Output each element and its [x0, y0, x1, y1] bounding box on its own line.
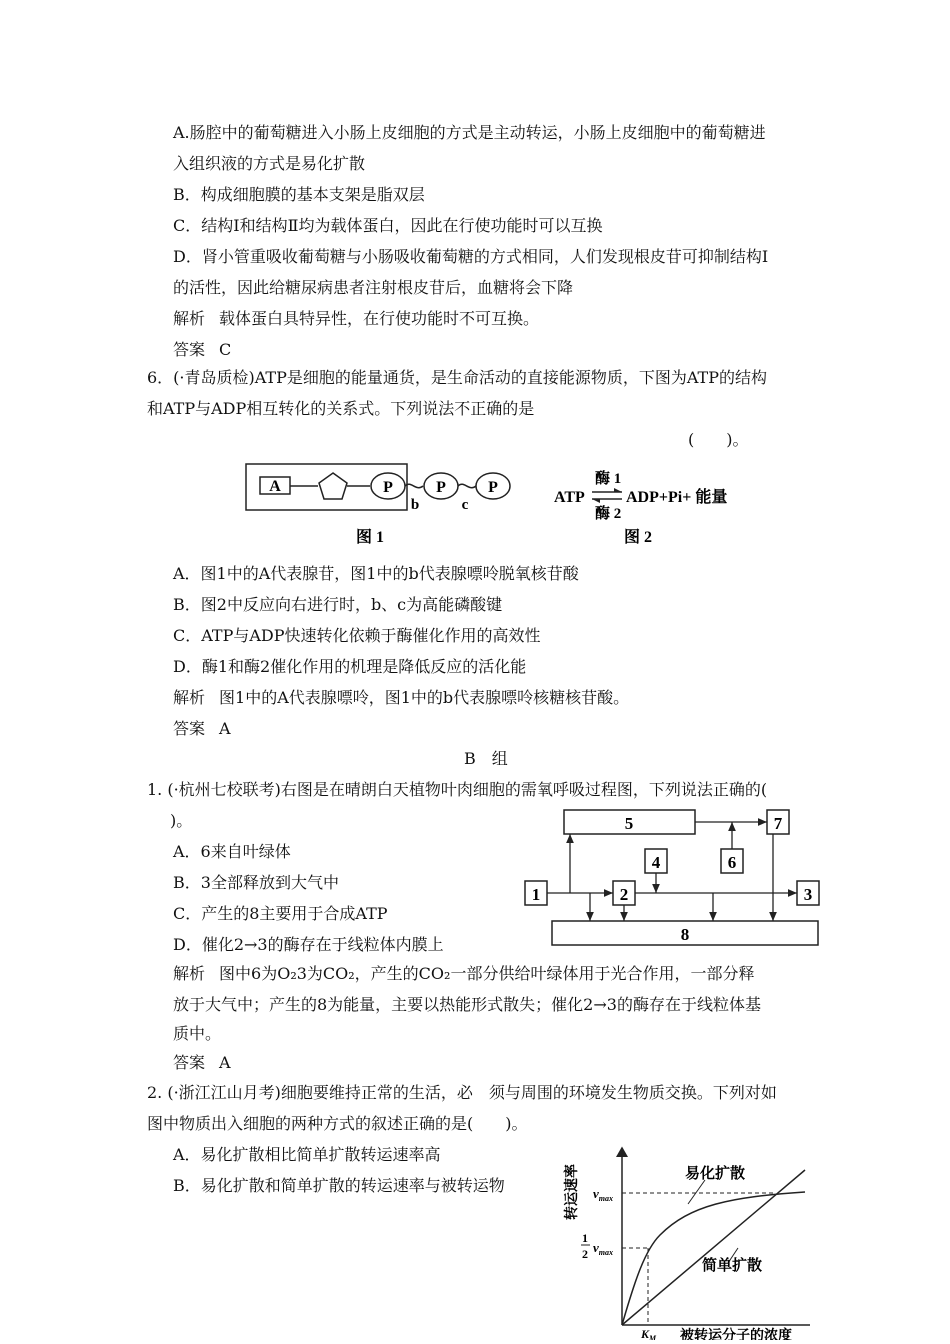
y-axis-label: 转运速率 [565, 1164, 580, 1220]
node-7: 7 [773, 814, 783, 833]
q5-answer [173, 340, 231, 360]
figure-2-caption: 图 2 [623, 529, 653, 546]
respiration-diagram [515, 802, 825, 952]
b2-stem-line1: 2. (·浙江江山月考)细胞要维持正常的生活，必 须与周围的环境发生物质交换。下列对如 [147, 1083, 777, 1102]
enzyme-1-label: 酶 1 [595, 471, 622, 487]
b1-stem-line1: 1. (·杭州七校联考)右图是在晴朗白天植物叶肉细胞的需氧呼吸过程图，下列说法正确的( [147, 780, 768, 799]
phosphate-3: P [488, 479, 498, 496]
q5-option-d-line2: 的活性，因此给糖尿病患者注射根皮苷后，血糖将会下降 [173, 278, 574, 297]
y-tick-half-numerator: 1 [582, 1231, 588, 1245]
answer-value: A [219, 719, 231, 738]
q5-option-a-line1: A.肠腔中的葡萄糖进入小肠上皮细胞的方式是主动转运，小肠上皮细胞中的葡萄糖进 [173, 123, 766, 142]
q6-stem-line2: 和ATP与ADP相互转化的关系式。下列说法不正确的是 [147, 399, 535, 418]
analysis-label: 解析 [173, 309, 206, 328]
y-tick-vmax: $v_{max}$ [593, 1186, 614, 1203]
group-b-heading: B 组 [464, 749, 508, 768]
b1-option-c: C．产生的8主要用于合成ATP [173, 904, 388, 923]
q6-option-d: D．酶1和酶2催化作用的机理是降低反应的活化能 [173, 657, 527, 676]
adenine-label: A [269, 478, 281, 495]
b1-option-b: B．3全部释放到大气中 [173, 873, 339, 892]
q5-option-d-line1: D．肾小管重吸收葡萄糖与小肠吸收葡萄糖的方式相同，人们发现根皮苷可抑制结构Ⅰ [173, 247, 769, 266]
adp-products-label: ADP+Pi+ 能量 [626, 489, 728, 506]
node-8: 8 [680, 925, 690, 944]
q6-option-c: C．ATP与ADP快速转化依赖于酶催化作用的高效性 [173, 626, 541, 645]
q5-option-a-line2: 入组织液的方式是易化扩散 [173, 154, 366, 173]
node-3: 3 [803, 885, 813, 904]
b1-option-d: D．催化2→3的酶存在于线粒体内膜上 [173, 935, 444, 954]
answer-label: 答案 [173, 719, 206, 738]
answer-label: 答案 [173, 340, 206, 359]
b2-stem-line2: 图中物质出入细胞的两种方式的叙述正确的是( )。 [147, 1114, 528, 1133]
enzyme-2-label: 酶 2 [595, 506, 622, 522]
b1-analysis-line3: 质中。 [173, 1024, 222, 1043]
y-tick-half-denominator: 2 [582, 1247, 588, 1261]
q6-option-b: B．图2中反应向右进行时，b、c为高能磷酸键 [173, 595, 503, 614]
b2-option-a: A．易化扩散相比简单扩散转运速率高 [173, 1145, 441, 1164]
q6-answer [173, 719, 231, 739]
analysis-text: 图1中的A代表腺嘌呤，图1中的b代表腺嘌呤核糖核苷酸。 [219, 688, 630, 707]
ribose-pentagon [319, 473, 347, 499]
answer-value: C [219, 340, 232, 359]
q6-option-a: A．图1中的A代表腺苷，图1中的b代表腺嘌呤脱氧核苷酸 [173, 564, 579, 583]
b1-option-a: A．6来自叶绿体 [173, 842, 291, 861]
node-1: 1 [531, 885, 541, 904]
figure-1-caption: 图 1 [355, 529, 385, 546]
node-6: 6 [727, 853, 737, 872]
answer-label: 答案 [173, 1053, 206, 1072]
q6-answer-blank: ( )。 [688, 430, 749, 449]
legend-facilitated-diffusion: 易化扩散 [685, 1166, 746, 1182]
q5-analysis [173, 309, 539, 329]
transport-rate-chart [560, 1140, 845, 1340]
q5-option-c: C．结构Ⅰ和结构Ⅱ均为载体蛋白，因此在行使功能时可以互换 [173, 216, 603, 235]
analysis-label: 解析 [173, 964, 206, 983]
atp-structure-figure [240, 460, 530, 550]
y-tick-half-vmax: $v_{max}$ [593, 1240, 614, 1257]
analysis-text: 载体蛋白具特异性，在行使功能时不可互换。 [219, 309, 540, 328]
bond-b-label: b [410, 497, 420, 513]
q5-option-b: B．构成细胞膜的基本支架是脂双层 [173, 185, 425, 204]
node-2: 2 [619, 885, 629, 904]
b2-option-b: B．易化扩散和简单扩散的转运速率与被转运物 [173, 1176, 505, 1195]
answer-value: A [219, 1053, 231, 1072]
phosphate-2: P [436, 479, 446, 496]
node-4: 4 [651, 853, 661, 872]
x-tick-km: $K_M$ [641, 1327, 657, 1340]
bond-c-label: c [461, 497, 469, 513]
analysis-text: 图中6为O₂3为CO₂，产生的CO₂一部分供给叶绿体用于光合作用，一部分释 [219, 964, 755, 983]
b1-answer [173, 1053, 231, 1073]
q6-analysis [173, 688, 629, 708]
legend-simple-diffusion: 简单扩散 [702, 1258, 763, 1274]
x-axis-label: 被转运分子的浓度 [680, 1329, 792, 1340]
b1-stem-line2: )。 [170, 811, 193, 830]
b1-analysis-line2: 放于大气中；产生的8为能量，主要以热能形式散失；催化2→3的酶存在于线粒体基 [173, 995, 761, 1014]
atp-adp-conversion-figure [550, 470, 760, 550]
atp-label: ATP [554, 489, 585, 506]
q6-stem-line1: 6．(·青岛质检)ATP是细胞的能量通货，是生命活动的直接能源物质，下图为ATP的结构 [147, 368, 767, 387]
b1-analysis-line1 [173, 964, 754, 984]
analysis-label: 解析 [173, 688, 206, 707]
phosphate-1: P [383, 479, 393, 496]
node-5: 5 [624, 814, 634, 833]
